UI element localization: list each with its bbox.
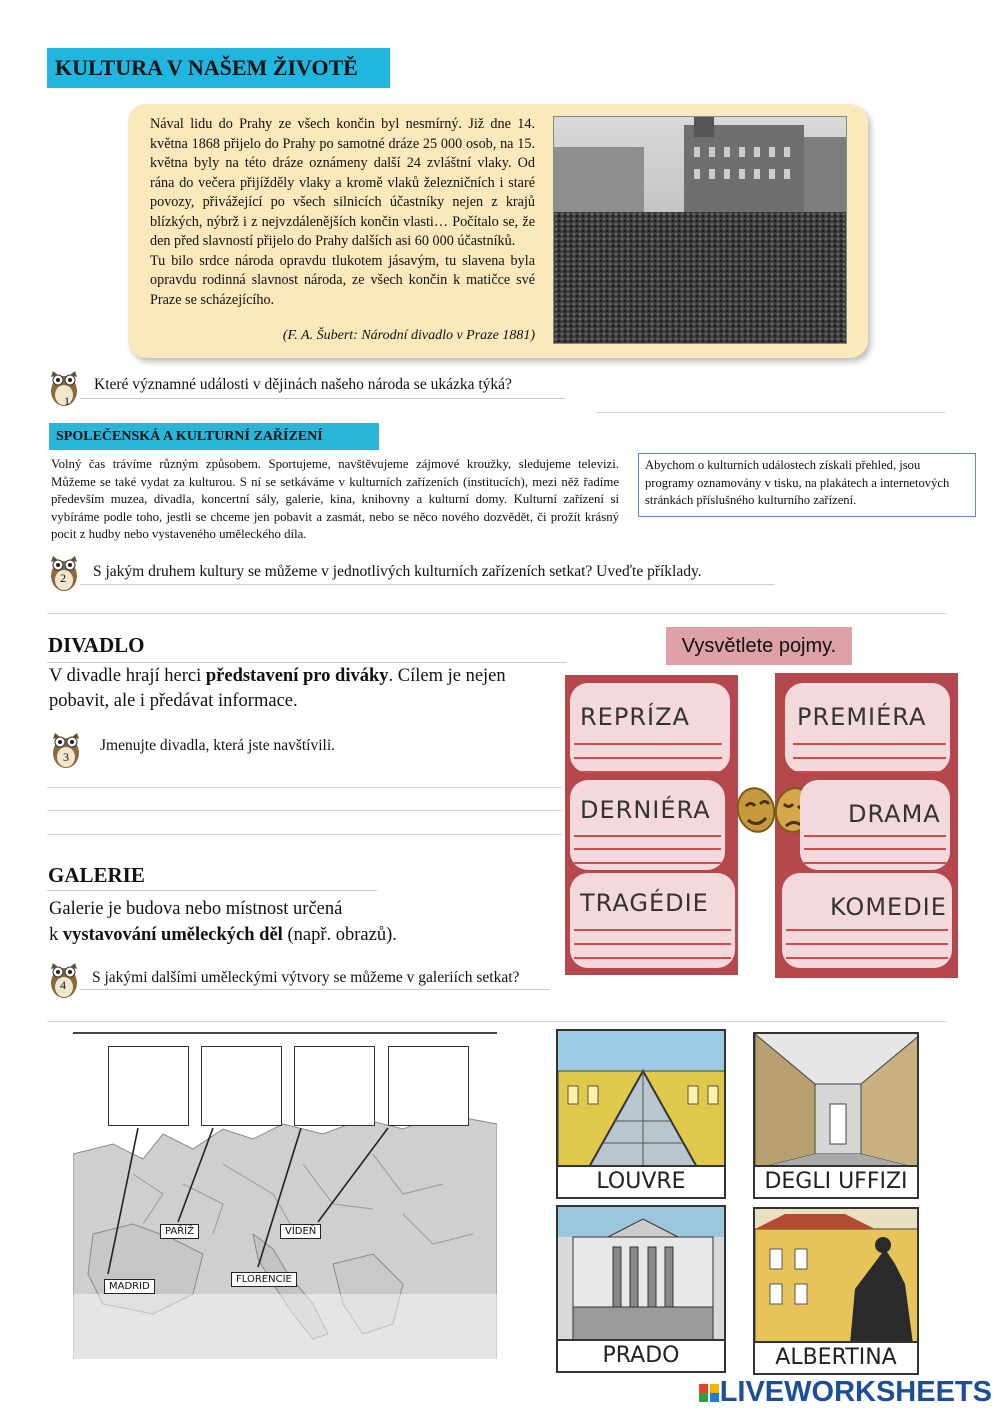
term-label: TRAGÉDIE [580,889,709,917]
question-2-text: S jakým druhem kultury se můžeme v jednotlivých kulturních zařízeních setkat? Uveďte příklady. [93,563,702,580]
term-line [574,929,731,931]
terms-heading: Vysvětlete pojmy. [666,627,852,665]
term-line [574,757,722,759]
liveworksheets-logo[interactable] [698,1376,992,1409]
question-4-underline [80,989,550,990]
term-label: REPRÍZA [580,703,690,731]
term-line [574,848,721,850]
galerie-text [49,896,469,948]
term-label: DERNIÉRA [580,796,711,824]
divadlo-text-a: V divadle hrají herci [49,666,206,686]
gallery-picture-prado[interactable] [556,1205,726,1373]
term-line [793,757,946,759]
term-card-komedie[interactable] [782,873,952,968]
term-label: DRAMA [848,800,941,828]
term-line [804,862,946,864]
quote-paragraph-2: Tu bilo srdce národa opravdu tlukotem jásavým, tu slavena byla opravdu rodinná slavnost národa, ze všech končin k matičce své Praze se scházejícího. [150,252,535,308]
term-label: KOMEDIE [830,893,947,921]
question-2-underline [80,584,775,585]
europe-map [73,1032,497,1359]
section-heading-facilities: SPOLEČENSKÁ A KULTURNÍ ZAŘÍZENÍ [49,423,379,450]
info-box: Abychom o kulturních událostech získali přehled, jsou programy oznamovány v tisku, na plakátech a internetových stránkách příslušného kulturního zařízení. [638,453,976,517]
term-line [786,929,948,931]
term-card-drama[interactable] [800,780,950,870]
divadlo-heading: DIVADLO [48,633,145,657]
galerie-line-2a: k [49,925,63,945]
galerie-heading-underline [47,890,377,891]
question-1-underline [80,398,565,399]
city-label-pariz[interactable]: PAŘÍŽ [160,1224,199,1239]
term-card-repriza[interactable] [570,683,730,773]
quote-paragraph-1: Nával lidu do Prahy ze všech končin byl nesmírný. Již dne 14. května 1868 přijelo do Prahy po samotné dráze 25 000 osob, na 15. května byly na této dráze oznámeny další 24 zvláštní vlaky. Od rána do večera přijížděly vlaky a kromě vlaků železničních i staré povozy, přivážející po všech silnicích účastníky nejen z krajů blízkých, nýbrž i z nejvzdálenějších končin vlasti… Počítalo se, že den před slavností přijelo do Prahy dalších asi 60 000 účastníků. [150,116,535,249]
question-3-text: Jmenujte divadla, která jste navštívili. [100,737,336,754]
gallery-picture-albertina[interactable] [753,1207,919,1375]
galerie-line-2-bold: vystavování uměleckých děl [62,925,283,945]
city-label-florencie[interactable]: FLORENCIE [231,1272,297,1287]
divadlo-text-line2: pobavit, ale i předávat informace. [49,691,298,711]
term-line [574,771,722,773]
galerie-line-2b: (např. obrazů). [282,925,397,945]
term-line [574,862,721,864]
answer-line[interactable] [47,834,562,835]
term-line [574,957,731,959]
question-number-3: 3 [63,750,69,764]
term-label: PREMIÉRA [797,703,927,731]
answer-line[interactable] [596,412,946,413]
term-line [574,835,721,837]
answer-line[interactable] [47,613,947,614]
divadlo-text-b: . Cílem je nejen [388,666,506,686]
logo-squares-icon [698,1384,720,1402]
term-card-derniera[interactable] [570,780,725,870]
gallery-label: PRADO [558,1339,724,1371]
term-line [804,835,946,837]
gallery-label: ALBERTINA [755,1341,917,1373]
galerie-heading: GALERIE [48,863,145,887]
gallery-picture-louvre[interactable] [556,1029,726,1199]
divadlo-text-bold: představení pro diváky [205,666,389,686]
term-line [574,943,731,945]
term-card-tragedie[interactable] [570,873,735,968]
map-connector-lines [73,1034,497,1359]
question-number-2: 2 [60,571,66,585]
term-line [786,957,948,959]
city-label-viden[interactable]: VÍDEŇ [280,1224,321,1239]
answer-line[interactable] [47,1021,947,1022]
historic-crowd-photo [553,116,847,344]
answer-line[interactable] [47,787,562,788]
question-number-1: 1 [64,394,70,408]
question-1-text: Které významné události v dějinách našeho národa se ukázka týká? [94,376,512,393]
gallery-picture-degli-uffizi[interactable] [753,1032,919,1199]
question-4-text: S jakými dalšími uměleckými výtvory se můžeme v galeriích setkat? [92,969,520,986]
divadlo-text [49,664,569,714]
city-label-madrid[interactable]: MADRID [104,1279,155,1294]
term-line [804,848,946,850]
quote-text [150,115,535,310]
question-number-4: 4 [60,978,66,992]
divadlo-heading-underline [47,662,567,663]
galerie-line-1: Galerie je budova nebo místnost určená [49,899,343,919]
page-title: KULTURA V NAŠEM ŽIVOTĚ [47,48,390,88]
answer-line[interactable] [47,810,562,811]
term-card-premiera[interactable] [785,683,950,773]
term-line [574,743,722,745]
quote-citation: (F. A. Šubert: Národní divadlo v Praze 1881) [282,328,535,343]
gallery-label: DEGLI UFFIZI [755,1165,917,1197]
gallery-label: LOUVRE [558,1165,724,1197]
term-line [793,743,946,745]
term-line [793,771,946,773]
term-line [786,943,948,945]
logo-text: LIVEWORKSHEETS [719,1376,992,1408]
facilities-text: Volný čas trávíme různým způsobem. Sportujeme, navštěvujeme zájmové kroužky, sledujeme televizi. Můžeme se také vydat za kulturou. S ní se setkáváme v kulturních zařízeních (institucích), mezi něž řadíme především muzea, divadla, koncertní sály, galerie, kina, knihovny a kulturní domy. Kulturní zařízení si vybíráme podle toho, jestli se chceme jen pobavit a zasmát, nebo se něco nového dozvědět, či prožít krásný pocit z hudby nebo vystaveného uměleckého díla. [51,457,619,542]
